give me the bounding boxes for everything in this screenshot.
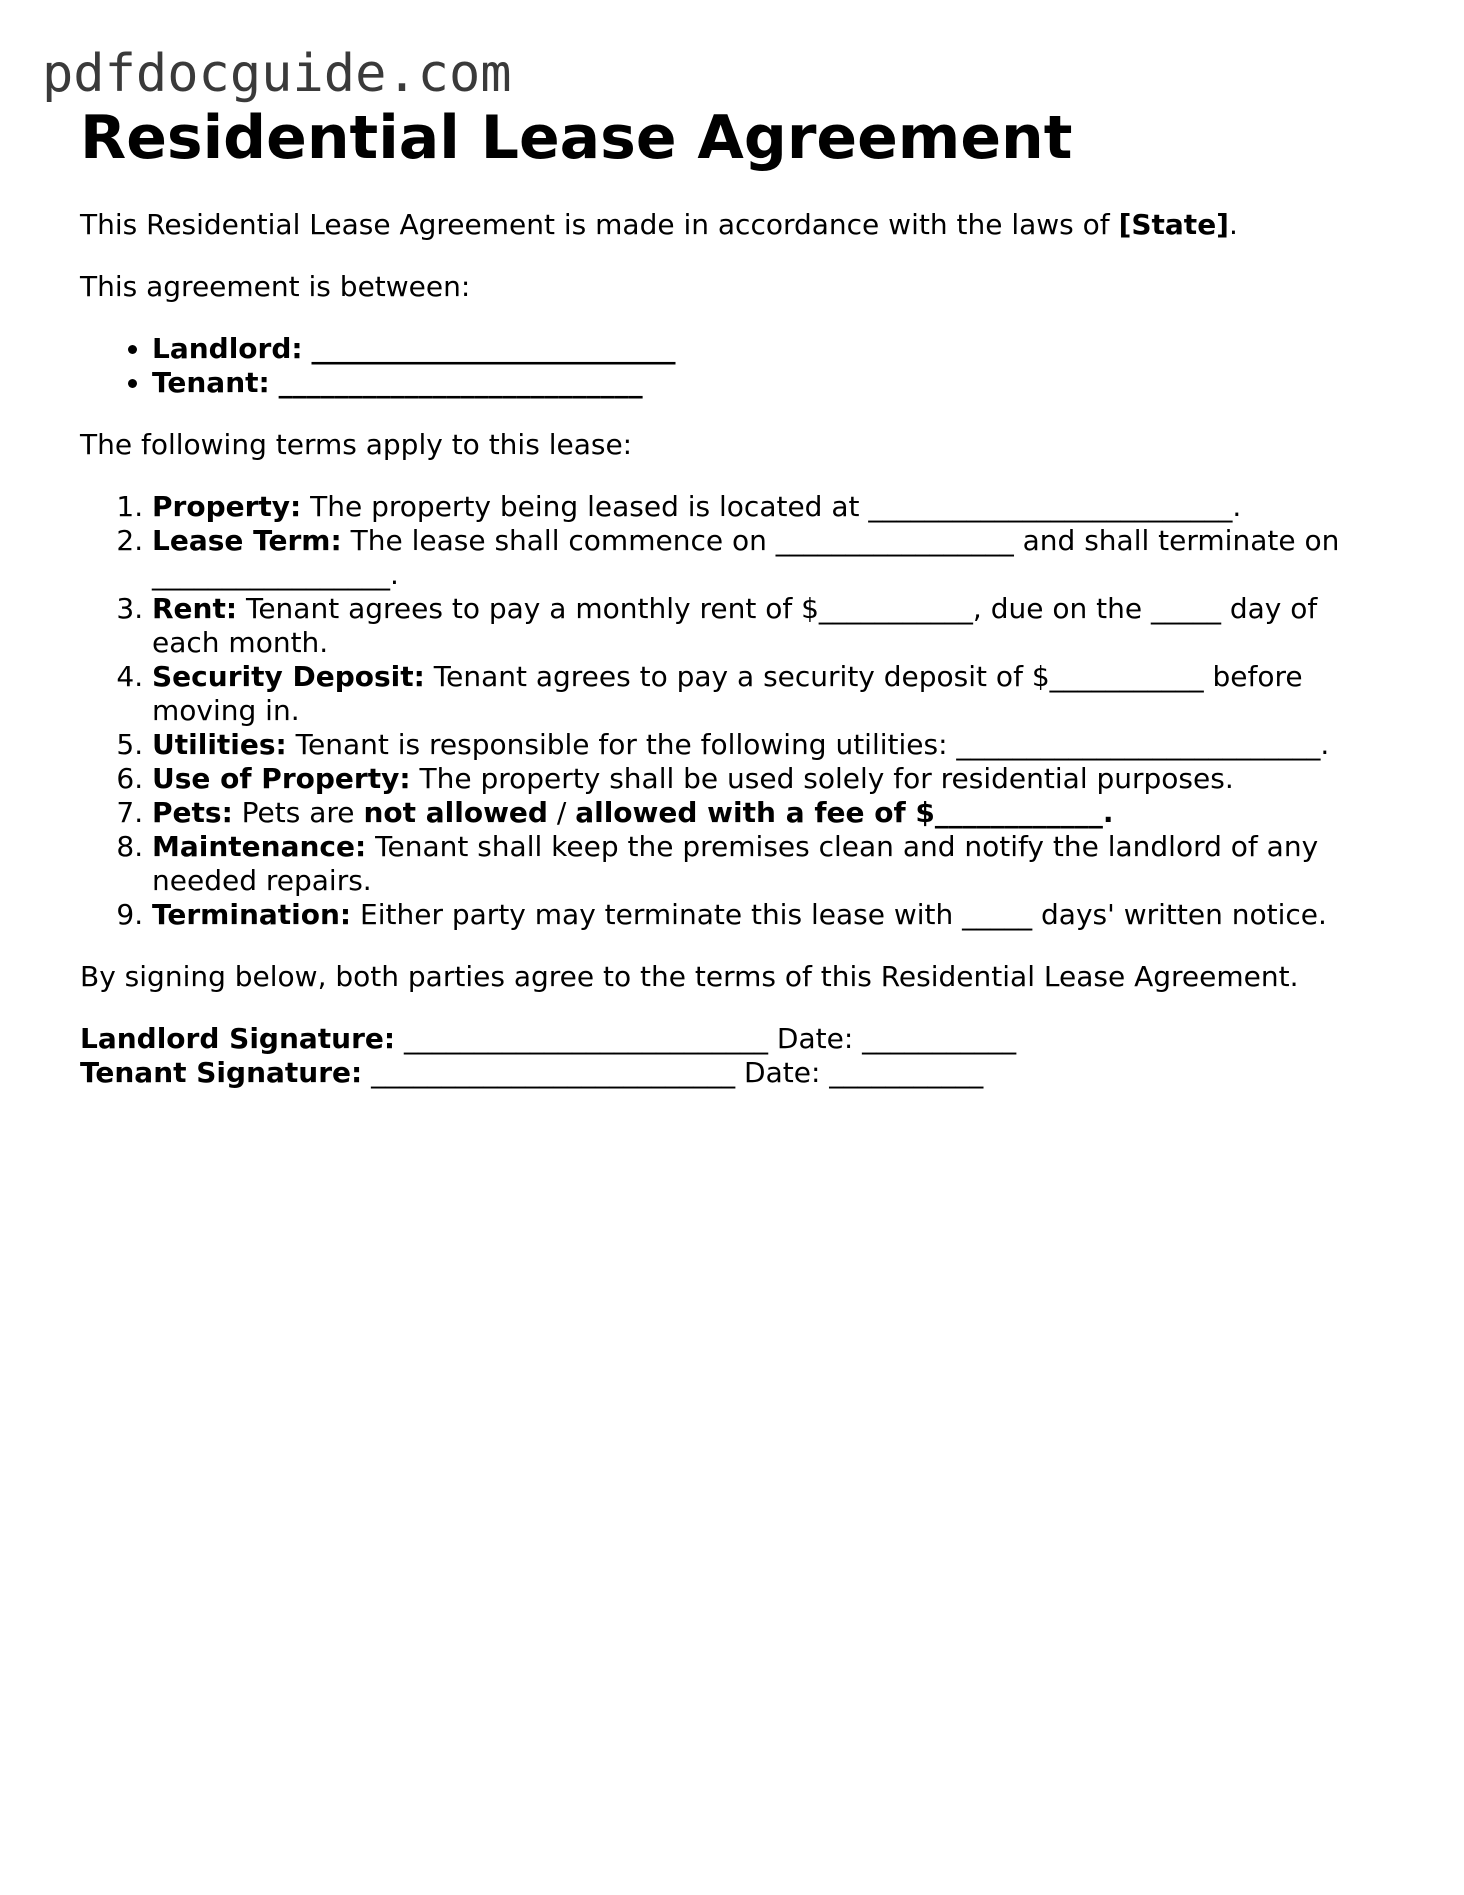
party-blank: __________________________	[278, 366, 643, 399]
pets-option-allowed: allowed with a fee of $____________.	[575, 796, 1114, 829]
intro-end: .	[1228, 208, 1238, 241]
between-text: This agreement is between:	[80, 270, 471, 303]
signature-label: Tenant Signature:	[80, 1056, 363, 1089]
watermark: pdfdocguide.com	[42, 44, 512, 104]
term-property	[152, 490, 1390, 524]
terms-intro: The following terms apply to this lease:	[80, 428, 633, 461]
term-security-deposit	[152, 660, 1390, 728]
date-blank: ___________	[853, 1022, 1017, 1055]
term-termination	[152, 898, 1390, 932]
signature-blank: __________________________	[395, 1022, 777, 1055]
intro-paragraph	[80, 208, 1390, 242]
term-text: Tenant is responsible for the following utilities: __________________________.	[286, 728, 1330, 761]
parties-list	[80, 332, 1390, 400]
term-text: Tenant agrees to pay a monthly rent of $___________, due on the _____ day of each month.	[152, 592, 1318, 659]
party-landlord	[152, 332, 1390, 366]
term-label: Termination:	[152, 898, 352, 931]
term-label: Utilities:	[152, 728, 287, 761]
term-text: The property being leased is located at __________________________.	[301, 490, 1242, 523]
term-pets	[152, 796, 1390, 830]
term-label: Maintenance:	[152, 830, 367, 863]
term-label: Property:	[152, 490, 302, 523]
party-tenant	[152, 366, 1390, 400]
document-body	[80, 98, 1390, 1090]
term-text: The lease shall commence on _________________ and shall terminate on _________________.	[152, 524, 1340, 591]
signature-blank: __________________________	[362, 1056, 745, 1089]
signature-block	[80, 1022, 1390, 1090]
date-label: Date:	[744, 1056, 821, 1089]
terms-list	[80, 490, 1390, 932]
pets-separator: /	[547, 796, 576, 829]
agreement-statement: By signing below, both parties agree to the terms of this Residential Lease Agreement.	[80, 960, 1299, 993]
term-text: Tenant shall keep the premises clean and notify the landlord of any needed repairs.	[152, 830, 1319, 897]
term-label: Use of Property:	[152, 762, 411, 795]
term-text: The property shall be used solely for residential purposes.	[410, 762, 1234, 795]
term-rent	[152, 592, 1390, 660]
term-label: Pets:	[152, 796, 233, 829]
landlord-signature-line	[80, 1022, 1390, 1056]
term-text: Pets are	[232, 796, 364, 829]
date-label: Date:	[776, 1022, 854, 1055]
pets-option-not-allowed: not allowed	[363, 796, 548, 829]
term-utilities	[152, 728, 1390, 762]
party-label: Tenant:	[152, 366, 270, 399]
term-maintenance	[152, 830, 1390, 898]
party-label: Landlord:	[152, 332, 303, 365]
party-blank: __________________________	[311, 332, 676, 365]
term-text: Either party may terminate this lease with _____ days' written notice.	[351, 898, 1327, 931]
state-placeholder: [State]	[1118, 208, 1229, 241]
page-title: Residential Lease Agreement	[80, 103, 1073, 173]
intro-text: This Residential Lease Agreement is made in accordance with the laws of	[80, 208, 1119, 241]
term-use-of-property	[152, 762, 1390, 796]
term-label: Rent:	[152, 592, 238, 625]
term-text: Tenant agrees to pay a security deposit of $___________ before moving in.	[152, 660, 1303, 727]
signature-label: Landlord Signature:	[80, 1022, 396, 1055]
term-lease-term	[152, 524, 1390, 592]
date-blank: ___________	[820, 1056, 984, 1089]
term-label: Security Deposit:	[152, 660, 425, 693]
tenant-signature-line	[80, 1056, 1390, 1090]
term-label: Lease Term:	[152, 524, 342, 557]
